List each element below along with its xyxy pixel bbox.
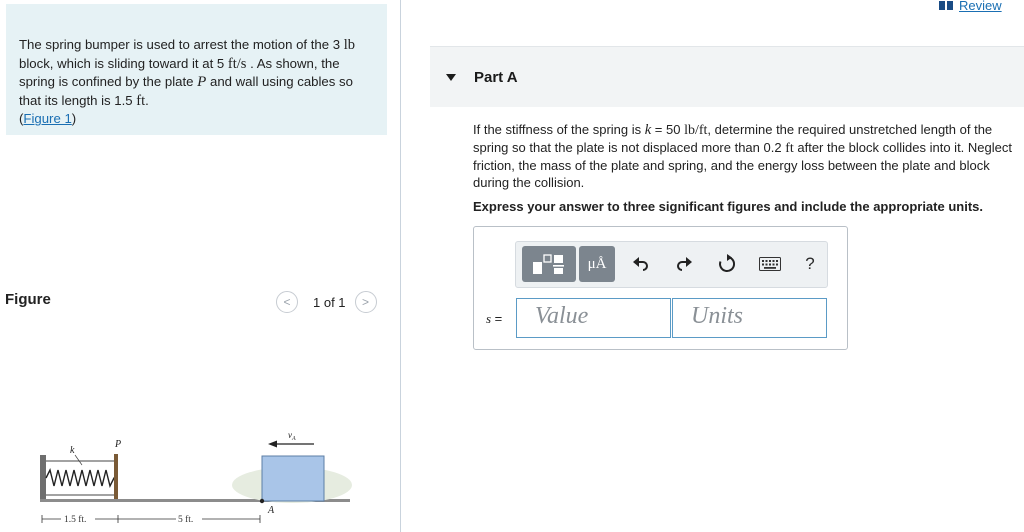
question-t4: after the block collides into it. Neglect friction, the mass of the plate and spring, and the energy loss between the plate and block during the collision. [473, 140, 1012, 190]
reset-button[interactable] [709, 246, 745, 282]
label-k: k [70, 445, 75, 456]
k-variable: k [644, 122, 652, 138]
value-input[interactable]: Value [516, 298, 671, 338]
undo-icon [632, 255, 650, 273]
pager-count: 1 of 1 [313, 294, 346, 310]
spring [46, 470, 115, 486]
instruction-text: Express your answer to three significant figures and include the appropriate units. [473, 199, 983, 214]
problem-statement [6, 4, 387, 135]
displacement-unit: ft [785, 141, 794, 156]
left-panel [0, 0, 401, 532]
redo-icon [675, 255, 693, 273]
chevron-left-icon: < [283, 295, 291, 309]
keyboard-button[interactable] [752, 246, 788, 282]
question-t1: If the stiffness of the spring is [473, 122, 645, 137]
length-unit: ft [136, 92, 146, 109]
dim-label-2: 5 ft. [178, 515, 194, 525]
collapse-triangle-icon [446, 74, 456, 81]
stiffness-unit: lb/ft [684, 123, 708, 138]
book-icon [939, 1, 953, 10]
figure-pager [276, 291, 377, 313]
reset-icon [717, 254, 737, 274]
review-link-text[interactable]: Review [959, 0, 1002, 13]
prev-figure-button[interactable] [276, 291, 298, 313]
label-a: A [268, 505, 275, 516]
problem-text-5: . [145, 92, 149, 108]
point-a [260, 499, 264, 503]
help-button[interactable] [792, 246, 828, 282]
figure-title: Figure [5, 291, 51, 308]
answer-toolbar [515, 241, 828, 288]
chevron-right-icon: > [362, 295, 370, 309]
units-button[interactable] [579, 246, 615, 282]
answer-variable-label [486, 311, 502, 327]
units-input[interactable]: Units [672, 298, 827, 338]
question-text [473, 121, 1024, 191]
keyboard-icon [759, 257, 781, 271]
next-figure-button[interactable] [355, 291, 377, 313]
label-p: P [115, 439, 122, 450]
undo-button[interactable] [623, 246, 659, 282]
problem-text-2: block, which is sliding toward it at 5 [19, 55, 228, 71]
plate [114, 454, 118, 499]
help-icon: ? [805, 254, 815, 273]
paren-close: ) [71, 111, 77, 127]
template-icon [529, 251, 569, 277]
part-a-label: Part A [474, 68, 518, 86]
answer-eq: = [491, 311, 503, 326]
template-button[interactable] [522, 246, 576, 282]
answer-box [473, 226, 848, 350]
problem-text-1: The spring bumper is used to arrest the motion of the 3 [19, 37, 344, 52]
question-t3: , determine the required unstretched length of the spring so that the plate is not displaced more than 0.2 [473, 122, 993, 155]
label-k-leader [75, 455, 82, 465]
question-t2: = 50 [651, 122, 685, 137]
problem-text-4: and wall using cables so that its length is 1.5 [19, 74, 353, 108]
paren-open: ( [19, 111, 24, 127]
plate-variable: P [197, 74, 207, 91]
velocity-arrowhead [268, 441, 277, 448]
answer-var: s [486, 311, 492, 326]
weight-unit: lb [343, 37, 356, 53]
block [262, 456, 324, 501]
dim-label-1: 1.5 ft. [64, 515, 87, 525]
spring-bumper-diagram [30, 425, 370, 532]
wall [40, 455, 46, 501]
figure-link[interactable]: Figure 1 [23, 111, 72, 127]
review-link[interactable] [939, 0, 1002, 13]
problem-text-3: . As shown, the spring is confined by the plate [19, 55, 340, 90]
label-va: $v_A$ [288, 430, 296, 442]
speed-unit: ft/s [227, 55, 247, 72]
units-icon: μÅ [587, 255, 607, 272]
redo-button[interactable] [666, 246, 702, 282]
part-a-header[interactable] [430, 46, 1024, 107]
